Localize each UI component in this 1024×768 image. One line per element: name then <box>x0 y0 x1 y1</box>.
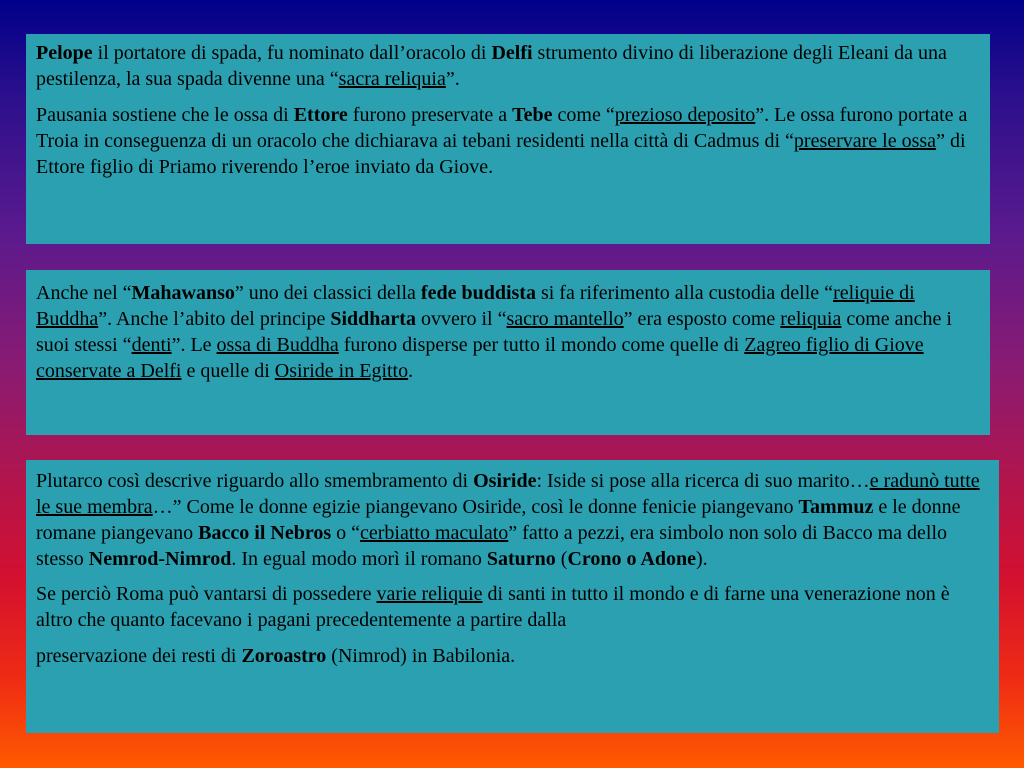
text-span: ” di Ettore figlio di Priamo riverendo l’eroe inviato da Giove. <box>36 130 966 178</box>
bold-text: Zoroastro <box>241 645 327 667</box>
text-span: Pausania sostiene che le ossa di <box>36 104 294 126</box>
underlined-text: Osiride in Egitto <box>274 360 409 382</box>
text-span: si fa riferimento alla custodia delle “ <box>535 282 834 304</box>
underlined-text: varie reliquie <box>376 583 483 605</box>
paragraph-plutarco <box>36 468 989 572</box>
last-line <box>36 643 989 669</box>
text-span: ”. Le <box>171 334 217 356</box>
underlined-text: ossa di Buddha <box>216 334 339 356</box>
text-span: di santi in tutto il mondo e di farne una venerazione non è altro che quanto facevano i pagani precedentemente a partire dalla <box>36 583 950 631</box>
paragraph-mahawanso <box>36 280 980 384</box>
text-span: : Iside si pose alla ricerca di suo marito… <box>536 470 870 492</box>
bold-text: Siddharta <box>330 308 416 330</box>
text-span: come “ <box>552 104 615 126</box>
underlined-text: reliquie di Buddha <box>36 282 915 330</box>
text-span: Anche nel “ <box>36 282 132 304</box>
underlined-text: sacro mantello <box>506 308 624 330</box>
underlined-text: prezioso deposito <box>614 104 756 126</box>
text-box-pelope-ettore <box>26 34 990 244</box>
bold-text: Ettore <box>293 104 348 126</box>
underlined-text: sacra reliquia <box>338 68 446 90</box>
text-span: ovvero il “ <box>415 308 507 330</box>
bold-text: Tebe <box>512 104 553 126</box>
text-span: ” fatto a pezzi, era simbolo non solo di Bacco ma dello stesso <box>36 522 948 570</box>
bold-text: Tammuz <box>798 496 874 518</box>
bold-text: Mahawanso <box>131 282 235 304</box>
text-span: furono preservate a <box>347 104 513 126</box>
text-span: ” era esposto come <box>623 308 781 330</box>
text-span: ”. <box>445 68 460 90</box>
text-span: strumento divino di liberazione degli Eleani da una pestilenza, la sua spada divenne una “ <box>36 42 947 90</box>
bold-text: Delfi <box>491 42 533 64</box>
text-span: ” uno dei classici della <box>234 282 421 304</box>
text-span: ( <box>555 548 568 570</box>
underlined-text: e radunò tutte le sue membra <box>36 470 980 518</box>
text-span: ). <box>696 548 708 570</box>
bold-text: Nemrod-Nimrod <box>88 548 232 570</box>
text-span: come anche i suoi stessi “ <box>36 308 952 356</box>
text-span: ”. Anche l’abito del principe <box>98 308 331 330</box>
text-span: il portatore di spada, fu nominato dall’oracolo di <box>92 42 492 64</box>
paragraph-ettore <box>36 102 980 180</box>
bold-text: Pelope <box>36 42 93 64</box>
bold-text: fede buddista <box>420 282 536 304</box>
underlined-text: denti <box>131 334 172 356</box>
text-span: preservazione dei resti di <box>36 645 242 667</box>
text-span: o “ <box>331 522 361 544</box>
text-span: furono disperse per tutto il mondo come quelle di <box>338 334 745 356</box>
text-span: Se perciò Roma può vantarsi di possedere <box>36 583 377 605</box>
bold-text: Bacco il Nebros <box>198 522 332 544</box>
paragraph-roma <box>36 581 989 669</box>
text-span: . <box>408 360 414 382</box>
bold-text: Crono o Adone <box>567 548 697 570</box>
underlined-text: reliquia <box>780 308 842 330</box>
text-span: ”. Le ossa furono portate a Troia in conseguenza di un oracolo che dichiarava ai tebani residenti nella città di Cadmus di “ <box>36 104 968 152</box>
bold-text: Saturno <box>486 548 556 570</box>
text-span: e le donne romane piangevano <box>36 496 961 544</box>
text-span: e quelle di <box>181 360 275 382</box>
text-span: …” Come le donne egizie piangevano Osiride, così le donne fenicie piangevano <box>152 496 799 518</box>
text-box-osiride <box>26 460 999 733</box>
text-span: . In egual modo morì il romano <box>231 548 487 570</box>
text-span: Plutarco così descrive riguardo allo smembramento di <box>36 470 474 492</box>
underlined-text: cerbiatto maculato <box>360 522 509 544</box>
text-box-buddha <box>26 270 990 435</box>
text-span: (Nimrod) in Babilonia. <box>326 645 516 667</box>
bold-text: Osiride <box>473 470 537 492</box>
paragraph-pelope <box>36 40 980 92</box>
underlined-text: Zagreo figlio di Giove conservate a Delfi <box>36 334 924 382</box>
underlined-text: preservare le ossa <box>793 130 937 152</box>
